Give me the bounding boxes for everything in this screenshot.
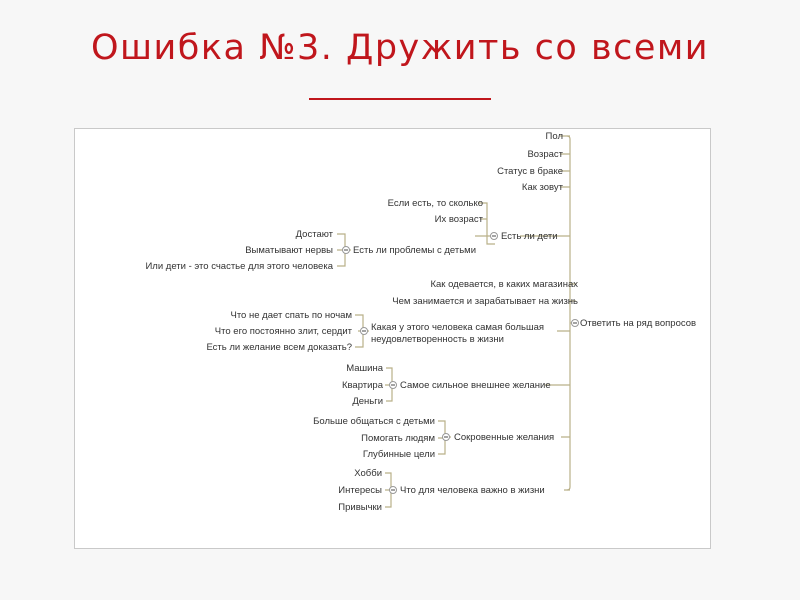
top-item-age[interactable]: Возраст bbox=[527, 149, 563, 160]
secret-node[interactable]: Сокровенные желания bbox=[454, 432, 555, 443]
important-node[interactable]: Что для человека важно в жизни bbox=[400, 485, 545, 496]
important-item-interests[interactable]: Интересы bbox=[338, 485, 382, 496]
mindmap-panel bbox=[74, 128, 711, 549]
top-item-marital-status[interactable]: Статус в браке bbox=[497, 166, 563, 177]
middle-item-occupation[interactable]: Чем занимается и зарабатывает на жизнь bbox=[392, 296, 578, 307]
secret-item-children[interactable]: Больше общаться с детьми bbox=[313, 416, 435, 427]
problems-item-annoy[interactable]: Достают bbox=[295, 229, 333, 240]
desire-node[interactable]: Самое сильное внешнее желание bbox=[400, 380, 551, 391]
desire-item-car[interactable]: Машина bbox=[346, 363, 383, 374]
desire-item-apartment[interactable]: Квартира bbox=[341, 380, 383, 391]
desire-item-money[interactable]: Деньги bbox=[352, 396, 383, 407]
children-node[interactable]: Есть ли дети bbox=[501, 231, 558, 242]
top-item-gender[interactable]: Пол bbox=[545, 131, 563, 142]
top-item-name[interactable]: Как зовут bbox=[521, 182, 563, 193]
worry-item-anger[interactable]: Что его постоянно злит, сердит bbox=[214, 326, 352, 337]
important-item-hobby[interactable]: Хобби bbox=[354, 468, 382, 479]
important-item-habits[interactable]: Привычки bbox=[338, 502, 382, 513]
children-collapse-handle[interactable] bbox=[491, 233, 498, 240]
desire-collapse-handle[interactable] bbox=[390, 382, 397, 389]
problems-collapse-handle[interactable] bbox=[343, 247, 350, 254]
worry-item-prove[interactable]: Есть ли желание всем доказать? bbox=[206, 342, 352, 353]
problems-item-exhaust[interactable]: Выматывают нервы bbox=[245, 245, 333, 256]
middle-item-dress[interactable]: Как одевается, в каких магазинах bbox=[430, 279, 578, 290]
root-collapse-handle[interactable] bbox=[572, 320, 579, 327]
worry-node-line-1[interactable]: Какая у этого человека самая большая bbox=[371, 322, 545, 333]
worry-node-line-2[interactable]: неудовлетворенность в жизни bbox=[371, 334, 504, 345]
problems-node[interactable]: Есть ли проблемы с детьми bbox=[353, 245, 476, 256]
mindmap-diagram bbox=[75, 129, 712, 550]
important-collapse-handle[interactable] bbox=[390, 487, 397, 494]
secret-item-goals[interactable]: Глубинные цели bbox=[362, 449, 435, 460]
worry-item-sleep[interactable]: Что не дает спать по ночам bbox=[230, 310, 352, 321]
problems-item-happiness[interactable]: Или дети - это счастье для этого человека bbox=[145, 261, 333, 272]
secret-item-help[interactable]: Помогать людям bbox=[361, 433, 435, 444]
root-node[interactable]: Ответить на ряд вопросов bbox=[580, 318, 697, 329]
title-underline bbox=[309, 98, 491, 100]
worry-collapse-handle[interactable] bbox=[361, 328, 368, 335]
slide-title: Ошибка №3. Дружить со всеми bbox=[90, 28, 710, 68]
children-item-their-age[interactable]: Их возраст bbox=[434, 214, 483, 225]
secret-collapse-handle[interactable] bbox=[443, 434, 450, 441]
children-item-how-many[interactable]: Если есть, то сколько bbox=[387, 198, 483, 209]
